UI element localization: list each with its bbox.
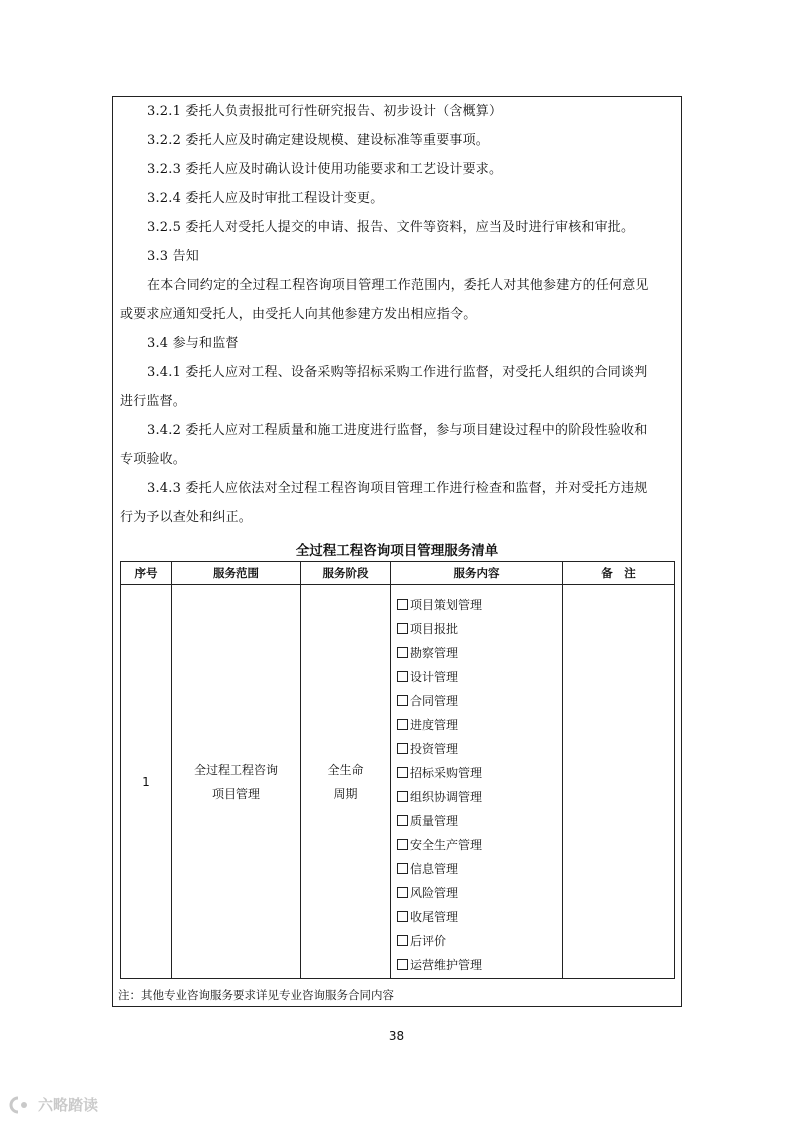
service-item xyxy=(397,857,562,881)
checkbox-icon[interactable] xyxy=(397,887,408,898)
service-item-label: 合同管理 xyxy=(410,694,459,708)
service-item xyxy=(397,953,562,977)
checkbox-icon[interactable] xyxy=(397,815,408,826)
checkbox-icon[interactable] xyxy=(397,767,408,778)
checkbox-icon[interactable] xyxy=(397,671,408,682)
header-scope: 服务范围 xyxy=(172,562,301,585)
service-item-label: 运营维护管理 xyxy=(410,958,483,972)
service-item xyxy=(397,737,562,761)
clause-3-2-3: 3.2.3 委托人应及时确认设计使用功能要求和工艺设计要求。 xyxy=(147,162,503,177)
heading-3-3: 3.3 告知 xyxy=(147,249,200,264)
service-item xyxy=(397,761,562,785)
table-note: 注：其他专业咨询服务要求详见专业咨询服务合同内容 xyxy=(118,988,394,1002)
row-scope-line1: 全过程工程咨询 xyxy=(193,762,278,777)
service-item xyxy=(397,713,562,737)
checkbox-icon[interactable] xyxy=(397,935,408,946)
clause-3-2-5: 3.2.5 委托人对受托人提交的申请、报告、文件等资料，应当及时进行审核和审批。 xyxy=(147,220,635,235)
service-item-label: 信息管理 xyxy=(410,862,459,876)
service-item-label: 招标采购管理 xyxy=(410,766,483,780)
row-content xyxy=(391,585,563,979)
watermark xyxy=(8,1094,98,1115)
row-index: 1 xyxy=(121,585,172,979)
checkbox-icon[interactable] xyxy=(397,647,408,658)
service-item-label: 项目策划管理 xyxy=(410,598,483,612)
service-item-label: 安全生产管理 xyxy=(410,838,483,852)
clause-3-4-1-line2: 进行监督。 xyxy=(120,394,187,409)
heading-3-4: 3.4 参与和监督 xyxy=(147,336,239,351)
clause-3-4-3-line1: 3.4.3 委托人应依法对全过程工程咨询项目管理工作进行检查和监督，并对受托方违规 xyxy=(147,481,648,496)
service-item xyxy=(397,905,562,929)
service-item xyxy=(397,641,562,665)
service-item xyxy=(397,929,562,953)
checkbox-icon[interactable] xyxy=(397,911,408,922)
header-index: 序号 xyxy=(121,562,172,585)
header-stage: 服务阶段 xyxy=(301,562,391,585)
service-item xyxy=(397,809,562,833)
service-item-label: 设计管理 xyxy=(410,670,459,684)
row-remark xyxy=(563,585,675,979)
service-item-label: 项目报批 xyxy=(410,622,459,636)
header-remark: 备 注 xyxy=(563,562,675,585)
checkbox-icon[interactable] xyxy=(397,791,408,802)
clause-3-2-1: 3.2.1 委托人负责报批可行性研究报告、初步设计（含概算） xyxy=(147,104,503,119)
service-item xyxy=(397,665,562,689)
service-item-label: 风险管理 xyxy=(410,886,459,900)
checkbox-icon[interactable] xyxy=(397,743,408,754)
checkbox-icon[interactable] xyxy=(397,839,408,850)
service-item xyxy=(397,617,562,641)
row-stage-line2: 周期 xyxy=(333,786,358,801)
row-scope-line2: 项目管理 xyxy=(211,786,260,801)
service-item-label: 组织协调管理 xyxy=(410,790,483,804)
row-scope xyxy=(172,585,301,979)
service-item xyxy=(397,881,562,905)
service-item-label: 投资管理 xyxy=(410,742,459,756)
service-item xyxy=(397,833,562,857)
checkbox-icon[interactable] xyxy=(397,959,408,970)
clause-3-4-1-line1: 3.4.1 委托人应对工程、设备采购等招标采购工作进行监督，对受托人组织的合同谈判 xyxy=(147,365,648,380)
row-stage-line1: 全生命 xyxy=(327,762,364,777)
service-item xyxy=(397,785,562,809)
table-row xyxy=(121,585,675,979)
service-item-label: 进度管理 xyxy=(410,718,459,732)
page-number: 38 xyxy=(388,1029,405,1043)
checkbox-icon[interactable] xyxy=(397,623,408,634)
notice-paragraph-line1: 在本合同约定的全过程工程咨询项目管理工作范围内，委托人对其他参建方的任何意见 xyxy=(147,278,649,293)
header-content: 服务内容 xyxy=(391,562,563,585)
service-item xyxy=(397,689,562,713)
row-stage xyxy=(301,585,391,979)
clause-3-4-2-line2: 专项验收。 xyxy=(120,452,187,467)
notice-paragraph-line2: 或要求应通知受托人，由受托人向其他参建方发出相应指令。 xyxy=(120,307,477,322)
service-item xyxy=(397,593,562,617)
service-item-label: 后评价 xyxy=(410,934,447,948)
checkbox-icon[interactable] xyxy=(397,719,408,730)
clause-3-2-2: 3.2.2 委托人应及时确定建设规模、建设标准等重要事项。 xyxy=(147,133,490,148)
checkbox-icon[interactable] xyxy=(397,599,408,610)
service-item-label: 质量管理 xyxy=(410,814,459,828)
clause-3-4-2-line1: 3.4.2 委托人应对工程质量和施工进度进行监督，参与项目建设过程中的阶段性验收和 xyxy=(147,423,648,438)
service-table xyxy=(120,561,675,979)
watermark-text: 六略踏读 xyxy=(38,1096,99,1114)
service-item-label: 勘察管理 xyxy=(410,646,459,660)
checkbox-icon[interactable] xyxy=(397,695,408,706)
logo-icon xyxy=(8,1095,34,1115)
clause-3-2-4: 3.2.4 委托人应及时审批工程设计变更。 xyxy=(147,191,384,206)
table-header-row xyxy=(121,562,675,585)
clause-3-4-3-line2: 行为予以查处和纠正。 xyxy=(120,510,253,525)
service-item-label: 收尾管理 xyxy=(410,910,459,924)
table-title: 全过程工程咨询项目管理服务清单 xyxy=(295,543,499,559)
checkbox-icon[interactable] xyxy=(397,863,408,874)
